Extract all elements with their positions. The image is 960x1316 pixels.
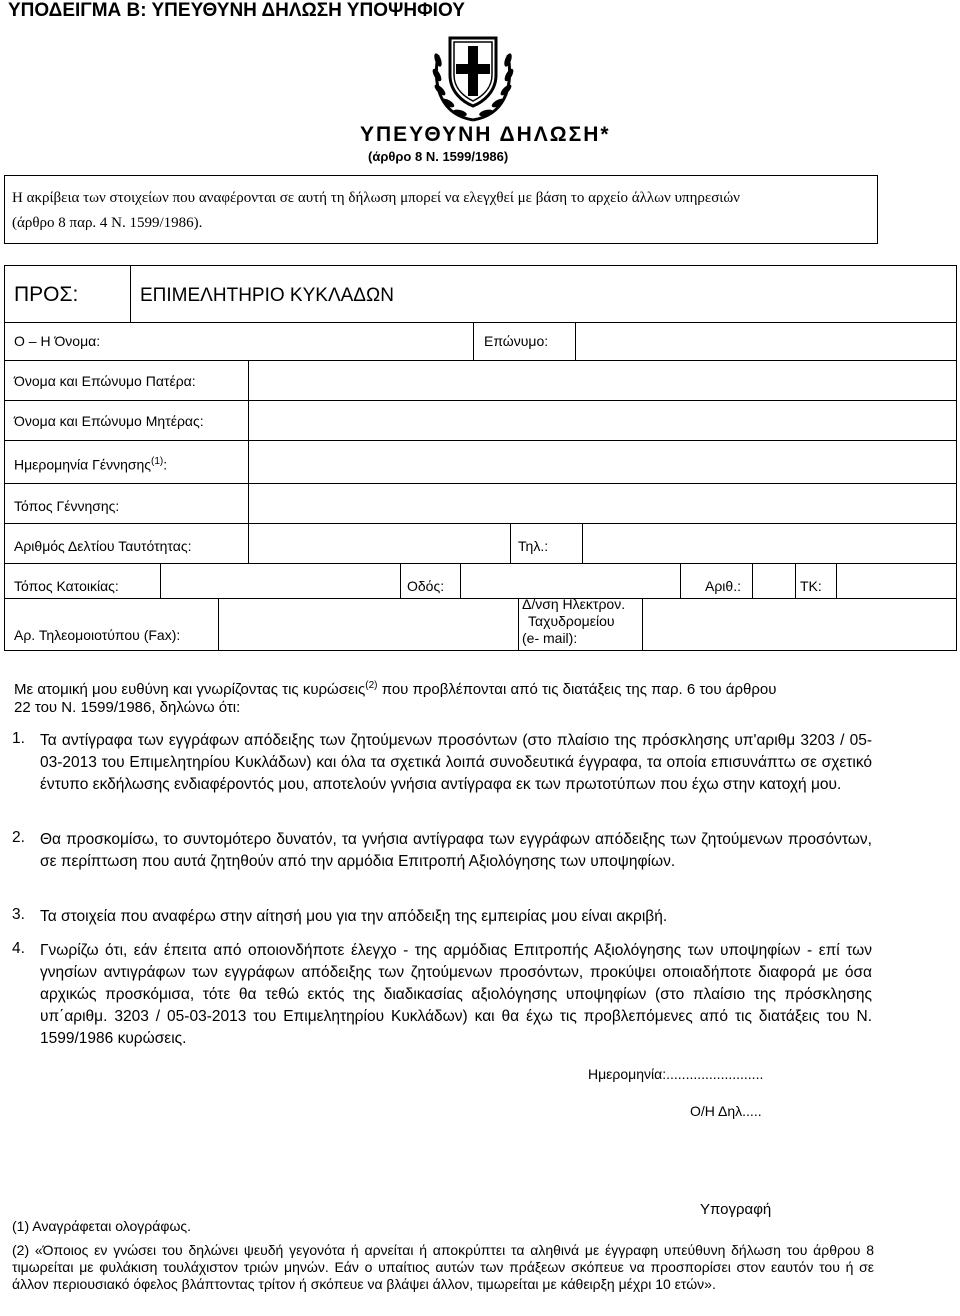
footnote-2: (2) «Όποιος εν γνώσει του δηλώνει ψευδή γεγονότα ή αρνείται ή αποκρύπτει τα αληθινά με έγγραφη υπεύθυνη δήλωση του άρθρου 8 τιμωρείται με φυλάκιση τουλάχιστον τριών μηνών. Εάν ο υπαίτιος αυτών των πράξεων σκόπευε να προσπορίσει στον εαυτόν του ή σε άλλον περιουσιακό όφελος βλάπτοντας τρίτον ή σκόπευε να βλάψει άλλον, τιμωρείται με κάθειρξη μέχρι 10 ετών». [12,1242,874,1292]
document-heading: ΥΠΟΔΕΙΓΜΑ Β: ΥΠΕΥΘΥΝΗ ΔΗΛΩΣΗ ΥΠΟΨΗΦΙΟΥ [8,0,465,21]
declaration-title: ΥΠΕΥΘΥΝΗ ΔΗΛΩΣΗ* [360,123,611,146]
surname-label: Επώνυμο: [484,333,549,349]
notice-line-1: Η ακρίβεια των στοιχείων που αναφέρονται σε αυτή τη δήλωση μπορεί να ελεγχθεί με βάση το αρχείο άλλων υπηρεσιών [12,190,740,206]
item-2-number: 2. [12,829,25,846]
mother-name-label: Όνομα και Επώνυμο Μητέρας: [14,413,204,429]
to-value: ΕΠΙΜΕΛΗΤΗΡΙΟ ΚΥΚΛΑΔΩΝ [140,285,394,306]
signature-label: Υπογραφή [700,1201,772,1218]
item-3-number: 3. [12,906,25,923]
footnote-1-marker: (1) [151,456,164,467]
number-label: Αριθ.: [705,578,741,594]
item-3-text: Τα στοιχεία που αναφέρω στην αίτησή μου για την απόδειξη της εμπειρίας μου είναι ακριβή. [40,908,668,925]
declarant-label: Ο/Η Δηλ..... [690,1103,762,1119]
email-label: Δ/νση Ηλεκτρον. Ταχυδρομείου (e- mail): [522,596,626,646]
father-name-label: Όνομα και Επώνυμο Πατέρα: [14,373,196,389]
declaration-subtitle: (άρθρο 8 Ν. 1599/1986) [368,149,509,164]
postcode-label: ΤΚ: [800,578,822,594]
notice-text [12,186,872,236]
street-label: Οδός: [407,578,445,594]
id-number-label: Αριθμός Δελτίου Ταυτότητας: [14,538,192,554]
to-label: ΠΡΟΣ: [14,283,79,306]
residence-label: Τόπος Κατοικίας: [14,578,119,594]
notice-line-2: (άρθρο 8 παρ. 4 Ν. 1599/1986). [12,215,203,231]
item-4-number: 4. [12,940,25,957]
declaration-intro-end: 22 του Ν. 1599/1986, δηλώνω ότι: [14,699,241,716]
item-1-text: Τα αντίγραφα των εγγράφων απόδειξης των ζητούμενων προσόντων (στο πλαίσιο της πρόσκλησης υπ'αριθμ 3203 / 05-03-2013 του Επιμελητηρίου Κυκλάδων) και όλα τα σχετικά λοιπά συνοδευτικά έγγραφα, τα οποία επισυνάπτω σε σχετικό έντυπο εκδήλωσης ενδιαφέροντός μου, αποτελούν γνήσια αντίγραφα εκ των πρωτοτύπων που έχω στην κατοχή μου. [40,732,872,793]
item-1-number: 1. [12,730,25,747]
item-2-text: Θα προσκομίσω, το συντομότερο δυνατόν, τα γνήσια αντίγραφα των εγγράφων απόδειξης των ζητούμενων προσόντων, σε περίπτωση που αυτά ζητηθούν από την αρμόδια Επιτροπή Αξιολόγησης των υποψηφίων. [40,831,872,870]
fax-label: Αρ. Τηλεομοιοτύπου (Fax): [14,627,181,643]
date-label: Ημερομηνία:......................... [588,1066,764,1082]
item-4-text: Γνωρίζω ότι, εάν έπειτα από οποιονδήποτε έλεγχο - της αρμόδιας Επιτροπής Αξιολόγησης των υποψηφίων - επί των γνησίων αντιγράφων των εγγράφων απόδειξης των ζητούμενων προσόντων, προκύψει οποιαδήποτε διαφορά με όσα αρχικώς προσκόμισα, τότε θα τεθώ εκτός της διαδικασίας αξιολόγησης υποψηφίων (στο πλαίσιο της πρόσκλησης υπ΄αριθμ. 3203 / 05-03-2013 του Επιμελητηρίου Κυκλάδων) και θα έχω τις προβλεπόμενες από τις διατάξεις του Ν. 1599/1986 κυρώσεις. [40,942,872,1047]
phone-label: Τηλ.: [518,538,549,554]
footnote-2-marker: (2) [365,680,378,691]
declaration-intro: Με ατομική μου ευθύνη και γνωρίζοντας τις κυρώσεις$^{(2)}$ που προβλέπονται από τις διατάξεις της παρ. 6 του άρθρου [14,680,777,698]
footnote-1: (1) Αναγράφεται ολογράφως. [12,1218,192,1234]
birthdate-label: Ημερομηνία Γέννησης$^{(1)}$: [14,456,168,473]
hellenic-coat-of-arms-icon [428,30,518,125]
birthplace-label: Τόπος Γέννησης: [14,498,120,514]
name-label: Ο – Η Όνομα: [14,333,101,349]
